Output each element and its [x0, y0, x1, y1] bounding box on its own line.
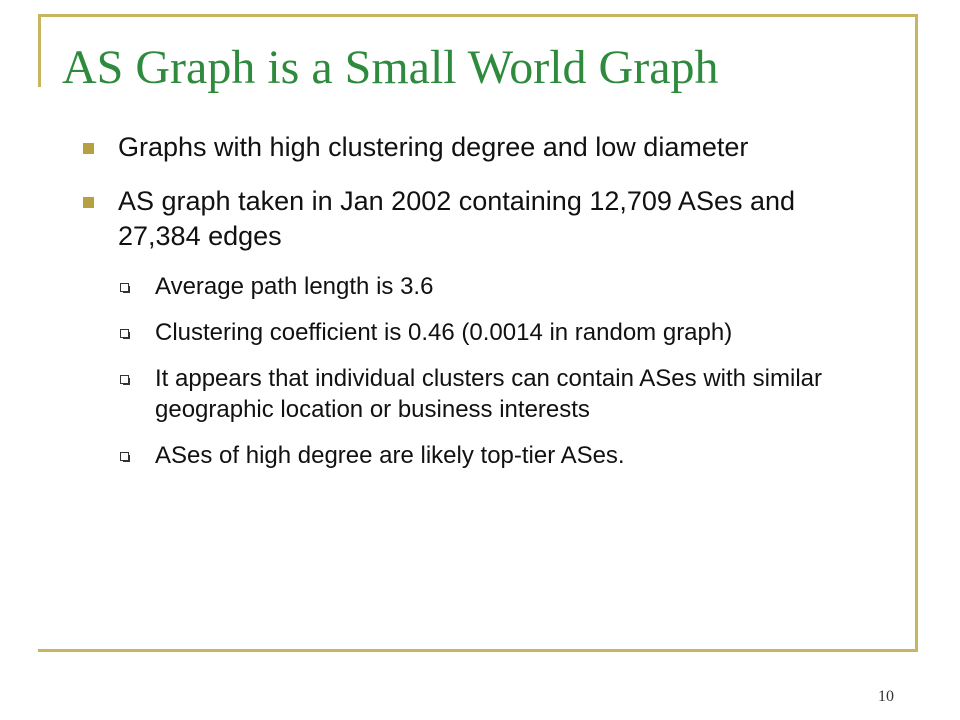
- page-number: 10: [878, 688, 894, 705]
- hollow-square-bullet-icon: [120, 283, 129, 292]
- hollow-square-bullet-icon: [120, 329, 129, 338]
- frame-top-line: [38, 14, 918, 17]
- subbullet-text: Average path length is 3.6: [155, 273, 434, 300]
- bullet-text: Graphs with high clustering degree and low diameter: [118, 132, 749, 162]
- frame-right-line: [915, 14, 918, 652]
- subbullet-item: [118, 317, 880, 348]
- subbullet-item: [118, 363, 880, 425]
- frame-bottom-line: [38, 649, 918, 652]
- subbullet-text: It appears that individual clusters can contain ASes with similar geographic location or business interests: [155, 365, 822, 423]
- subbullet-item: [118, 440, 880, 471]
- square-bullet-icon: [83, 197, 94, 208]
- subbullet-text: Clustering coefficient is 0.46 (0.0014 in random graph): [155, 319, 733, 346]
- frame-left-line: [38, 14, 41, 87]
- bullet-text: AS graph taken in Jan 2002 containing 12,709 ASes and 27,384 edges: [118, 186, 796, 251]
- bullet-item: [80, 130, 880, 165]
- slide-content: [80, 130, 880, 486]
- bullet-item: [80, 184, 880, 254]
- subbullet-text: ASes of high degree are likely top-tier ASes.: [155, 442, 625, 469]
- subbullet-item: [118, 271, 880, 302]
- hollow-square-bullet-icon: [120, 375, 129, 384]
- hollow-square-bullet-icon: [120, 452, 129, 461]
- slide-title: AS Graph is a Small World Graph: [62, 41, 719, 94]
- square-bullet-icon: [83, 143, 94, 154]
